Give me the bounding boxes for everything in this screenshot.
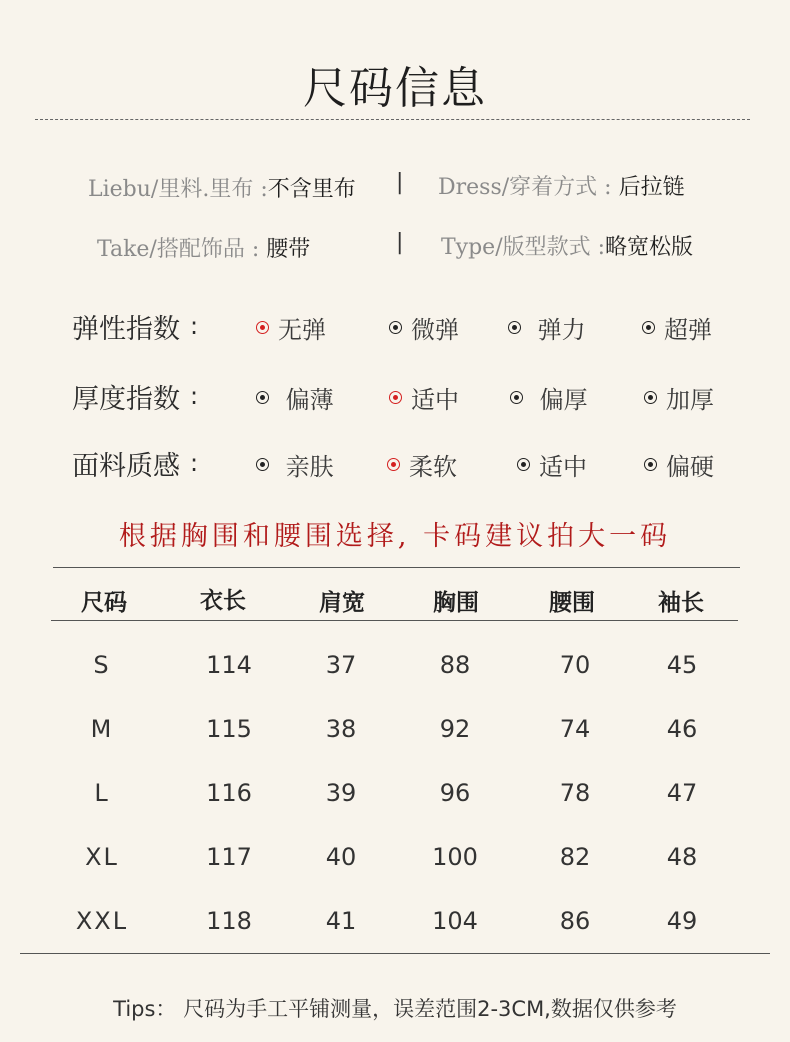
option: 无弹 — [256, 310, 326, 345]
radio-selected-icon — [389, 391, 402, 404]
radio-selected-icon — [256, 321, 269, 334]
header-cell: 胸围 — [433, 589, 479, 616]
table-bottom-border — [20, 953, 770, 954]
table-top-border — [53, 567, 740, 568]
type-info — [441, 230, 693, 261]
option: 适中 — [517, 447, 587, 482]
header-cell: 袖长 — [658, 589, 704, 616]
option: 柔软 — [387, 447, 457, 482]
measurement-cell: 74 — [559, 715, 591, 743]
measurement-cell: 115 — [206, 715, 252, 743]
size-cell: S — [93, 651, 111, 679]
option: 微弹 — [389, 310, 459, 345]
type-value: 略宽松版 — [605, 235, 694, 260]
size-advice-notice: 根据胸围和腰围选择, 卡码建议拍大一码 — [118, 521, 672, 552]
info-separator: | — [396, 170, 404, 195]
radio-icon — [508, 321, 521, 334]
measurement-cell: 48 — [666, 843, 698, 871]
measurement-cell: 37 — [325, 651, 357, 679]
measurement-cell: 70 — [559, 651, 591, 679]
measurement-cell: 92 — [439, 715, 471, 743]
type-label: Type/版型款式 : — [441, 235, 606, 260]
measurement-cell: 88 — [439, 651, 471, 679]
measurement-cell: 86 — [559, 907, 591, 935]
radio-selected-icon — [387, 458, 400, 471]
dashed-divider — [35, 119, 750, 120]
size-cell: L — [94, 779, 110, 807]
measurement-cell: 117 — [206, 843, 252, 871]
measurement-cell: 114 — [206, 651, 252, 679]
take-label: Take/搭配饰品 : — [97, 237, 260, 262]
attribute-colon: : — [190, 382, 199, 410]
header-cell: 腰围 — [549, 589, 595, 616]
option: 适中 — [389, 380, 459, 415]
radio-icon — [517, 458, 530, 471]
measurement-cell: 104 — [432, 907, 478, 935]
header-cell: 尺码 — [81, 589, 127, 616]
option: 弹力 — [508, 310, 586, 345]
radio-icon — [256, 458, 269, 471]
radio-icon — [642, 321, 655, 334]
dress-label: Dress/穿着方式 : — [438, 175, 612, 200]
take-info — [97, 232, 310, 263]
info-separator: | — [396, 230, 404, 255]
radio-icon — [256, 391, 269, 404]
lining-label: Liebu/里料.里布 : — [88, 177, 268, 202]
measurement-cell: 96 — [439, 779, 471, 807]
attribute-label: 弹性指数 — [72, 314, 180, 345]
attribute-colon: : — [190, 449, 199, 477]
size-cell: XL — [85, 843, 119, 871]
measurement-cell: 41 — [325, 907, 357, 935]
take-value: 腰带 — [266, 237, 311, 262]
option: 加厚 — [644, 380, 714, 415]
measurement-cell: 46 — [666, 715, 698, 743]
measurement-cell: 116 — [206, 779, 252, 807]
option: 亲肤 — [256, 447, 334, 482]
lining-info — [88, 172, 356, 203]
measurement-cell: 78 — [559, 779, 591, 807]
measurement-cell: 118 — [206, 907, 252, 935]
measurement-cell: 40 — [325, 843, 357, 871]
measurement-cell: 38 — [325, 715, 357, 743]
radio-icon — [644, 391, 657, 404]
measurement-cell: 47 — [666, 779, 698, 807]
measurement-cell: 82 — [559, 843, 591, 871]
measurement-tips: Tips： 尺码为手工平铺测量，误差范围2-3CM,数据仅供参考 — [113, 997, 677, 1021]
option: 偏薄 — [256, 380, 334, 415]
radio-icon — [644, 458, 657, 471]
measurement-cell: 100 — [432, 843, 478, 871]
page-title: 尺码信息 — [303, 63, 487, 114]
option: 超弹 — [642, 310, 712, 345]
dress-value: 后拉链 — [618, 175, 685, 200]
lining-value: 不含里布 — [267, 177, 356, 202]
header-cell: 衣长 — [200, 587, 246, 614]
measurement-cell: 49 — [666, 907, 698, 935]
radio-icon — [510, 391, 523, 404]
attribute-label: 厚度指数 — [72, 384, 180, 415]
attribute-colon: : — [190, 312, 199, 340]
measurement-cell: 45 — [666, 651, 698, 679]
attribute-label: 面料质感 — [72, 451, 180, 482]
option: 偏硬 — [644, 447, 714, 482]
option: 偏厚 — [510, 380, 588, 415]
size-cell: XXL — [75, 907, 129, 935]
size-cell: M — [90, 715, 114, 743]
measurement-cell: 39 — [325, 779, 357, 807]
radio-icon — [389, 321, 402, 334]
table-header-border — [51, 620, 738, 621]
header-cell: 肩宽 — [319, 589, 365, 616]
dress-info — [438, 170, 685, 201]
